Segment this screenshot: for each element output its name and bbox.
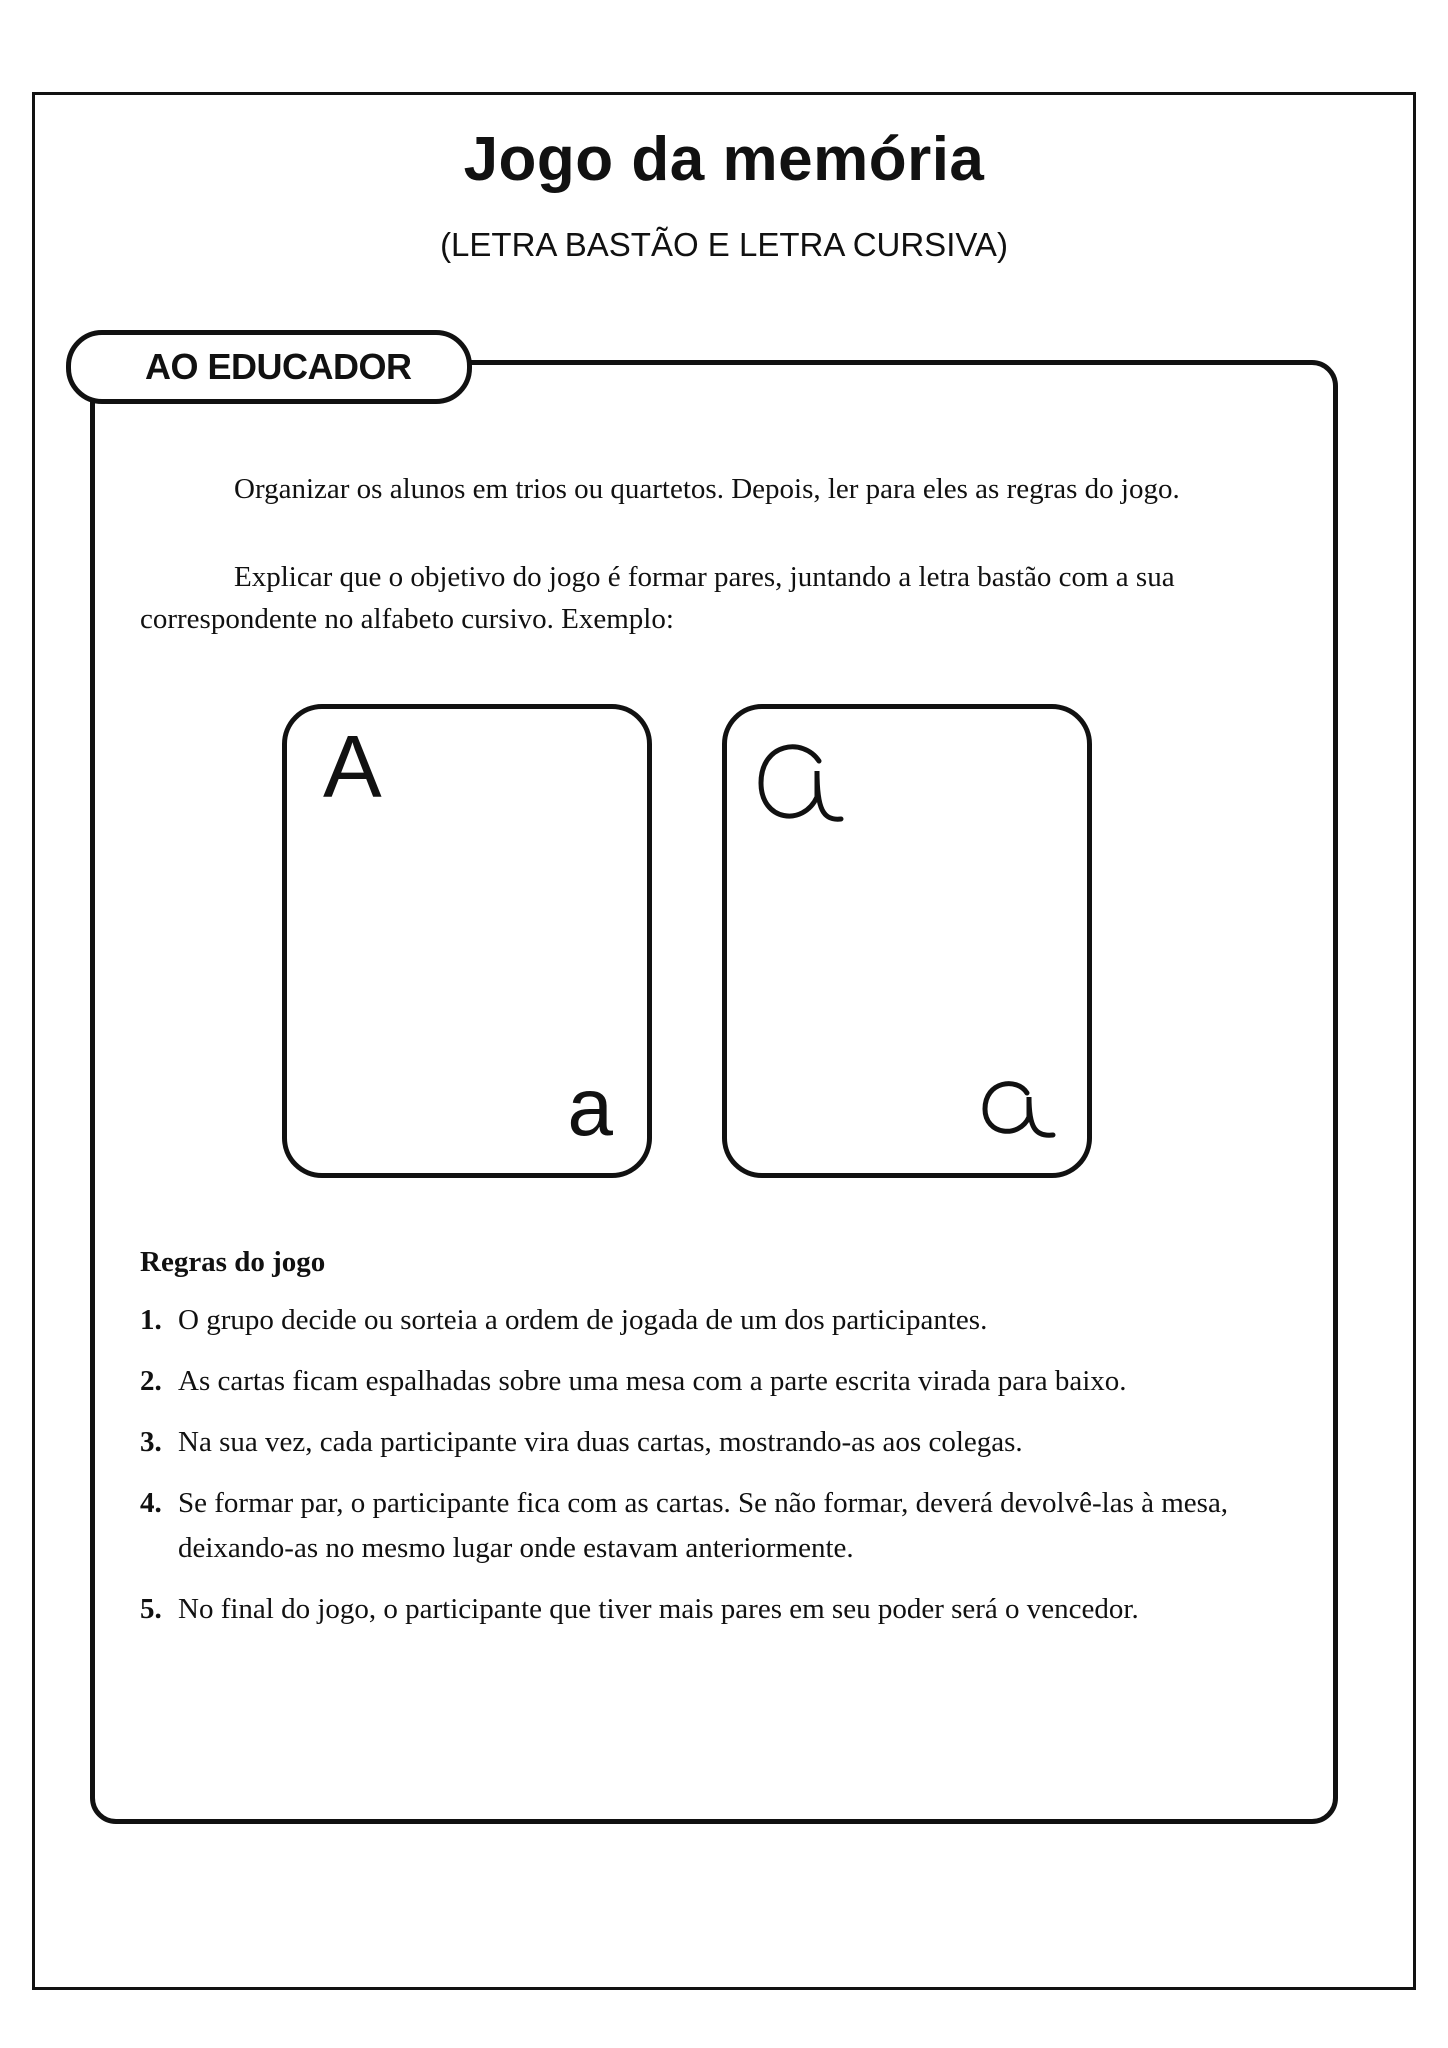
rule-number: 1. [140, 1304, 162, 1336]
rules-list [140, 1298, 1300, 1648]
cursive-a-bottom-glyph [977, 1069, 1063, 1149]
instruction-paragraph-1: Organizar os alunos em trios ou quartetos. Depois, ler para eles as regras do jogo. [234, 473, 1180, 505]
rule-text: Na sua vez, cada participante vira duas cartas, mostrando-as aos colegas. [178, 1426, 1023, 1458]
cursive-a-top-glyph [745, 731, 855, 841]
example-card-cursive [722, 704, 1092, 1178]
rule-text: O grupo decide ou sorteia a ordem de jogada de um dos participantes. [178, 1304, 988, 1336]
educator-tab [66, 330, 472, 404]
rule-text: As cartas ficam espalhadas sobre uma mesa com a parte escrita virada para baixo. [178, 1365, 1127, 1397]
rule-item [140, 1481, 1300, 1571]
rule-number: 5. [140, 1593, 162, 1625]
rule-number: 2. [140, 1365, 162, 1397]
rule-number: 4. [140, 1487, 162, 1519]
page-subtitle: (LETRA BASTÃO E LETRA CURSIVA) [440, 226, 1008, 263]
educator-tab-label: AO EDUCADOR [145, 346, 412, 387]
rule-item [140, 1420, 1300, 1465]
rule-text: No final do jogo, o participante que tiver mais pares em seu poder será o vencedor. [178, 1593, 1139, 1625]
card-letter-top: A [323, 717, 382, 816]
rule-item [140, 1359, 1300, 1404]
card-letter-bottom: a [567, 1062, 613, 1153]
rules-heading: Regras do jogo [140, 1246, 326, 1278]
rule-text: Se formar par, o participante fica com as cartas. Se não formar, deverá devolvê-las à mesa, deixando-as no mesmo lugar onde estavam anteriormente. [178, 1487, 1229, 1564]
rule-item [140, 1587, 1300, 1632]
example-card-print [282, 704, 652, 1178]
rule-number: 3. [140, 1426, 162, 1458]
page-title: Jogo da memória [463, 125, 985, 194]
rule-item [140, 1298, 1300, 1343]
instruction-paragraph-2: Explicar que o objetivo do jogo é formar pares, juntando a letra bastão com a sua correspondente no alfabeto cursivo. Exemplo: [140, 561, 1175, 635]
